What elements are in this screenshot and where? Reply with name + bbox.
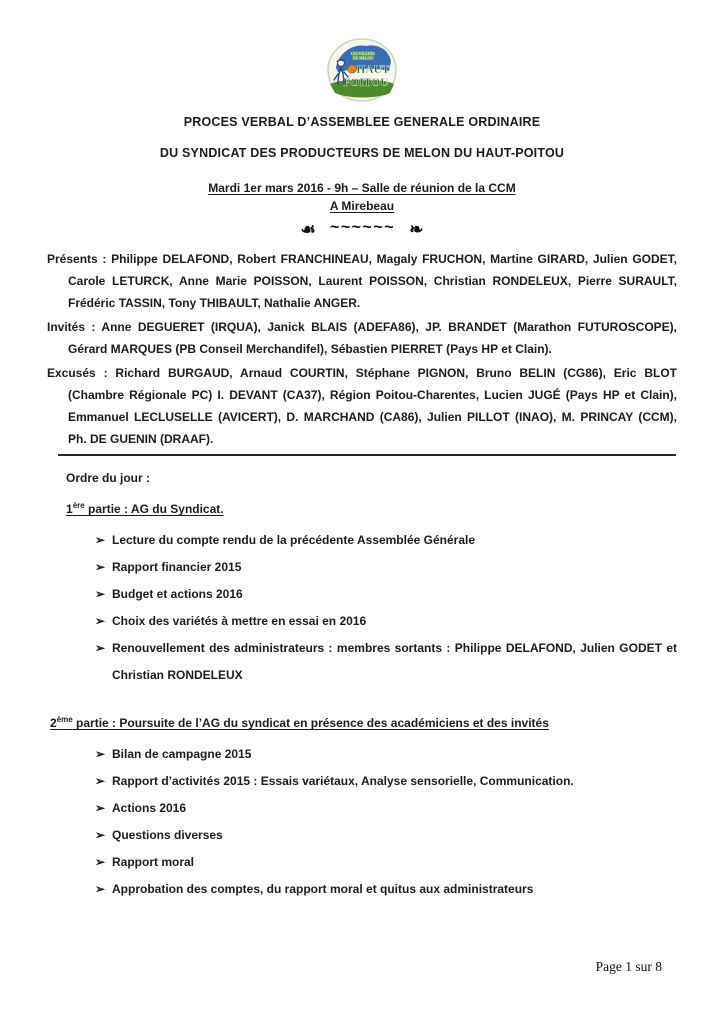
agenda-part1-list bbox=[47, 527, 677, 689]
agenda-part2-item-3 bbox=[47, 795, 677, 822]
logo-word-poitou: POITOU bbox=[343, 77, 389, 89]
ornament-left-flourish-icon: ☙ bbox=[300, 220, 316, 239]
logo-tiny-text-line2: DU MELON bbox=[353, 56, 373, 61]
bullet-arrow-icon: ➢ bbox=[95, 855, 106, 869]
separator-line bbox=[58, 454, 676, 456]
agenda-item-text: Budget et actions 2016 bbox=[112, 587, 243, 601]
agenda-part2-item-1 bbox=[47, 741, 677, 768]
part1-title: partie : AG du Syndicat. bbox=[84, 502, 224, 516]
agenda-part1-item-2 bbox=[47, 554, 677, 581]
agenda-item-text: Renouvellement des administrateurs : membres sortants : Philippe DELAFOND, Julien GODET et Christian RONDELEUX bbox=[112, 641, 677, 682]
part2-ordinal-suffix: ème bbox=[56, 715, 73, 724]
agenda-item-text: Lecture du compte rendu de la précédente Assemblée Générale bbox=[112, 533, 476, 547]
agenda-item-text: Rapport moral bbox=[112, 855, 195, 869]
agenda-part2-item-6 bbox=[47, 876, 677, 903]
bullet-arrow-icon: ➢ bbox=[95, 801, 106, 815]
logo-tiny-text-line1: LES VALLEES bbox=[351, 52, 375, 56]
agenda-part2-list bbox=[47, 741, 677, 903]
agenda-part1-item-4 bbox=[47, 608, 677, 635]
document-title-line2: DU SYNDICAT DES PRODUCTEURS DE MELON DU HAUT-POITOU bbox=[159, 146, 565, 160]
session-datetime: Mardi 1er mars 2016 - 9h – Salle de réunion de la CCM bbox=[208, 181, 516, 195]
part2-title: partie : Poursuite de l’AG du syndicat en présence des académiciens et des invités bbox=[72, 716, 549, 730]
bullet-arrow-icon: ➢ bbox=[95, 641, 106, 655]
bullet-arrow-icon: ➢ bbox=[95, 774, 106, 788]
logo-word-haut: HAUT bbox=[356, 64, 390, 76]
excuses-paragraph: Excusés : Richard BURGAUD, Arnaud COURTIN, Stéphane PIGNON, Bruno BELIN (CG86), Eric BLOT (Chambre Régionale PC) I. DEVANT (CA37), Région Poitou-Charentes, Lucien JUGÉ (Pays HP et Clain), Emmanuel LECLUSELLE (AVICERT), D. MARCHAND (CA86), Julien PILLOT (INAO), M. PRINCAY (CCM), Ph. DE GUENIN (DRAAF). bbox=[47, 366, 677, 446]
agenda-part1-item-5 bbox=[47, 635, 677, 689]
bullet-arrow-icon: ➢ bbox=[95, 882, 106, 896]
part1-ordinal-suffix: ère bbox=[72, 501, 85, 510]
melon-haut-poitou-badge-icon bbox=[326, 38, 398, 102]
session-location: A Mirebeau bbox=[329, 199, 395, 213]
bullet-arrow-icon: ➢ bbox=[95, 587, 106, 601]
haut-poitou-logo bbox=[326, 38, 398, 102]
agenda-part1-heading bbox=[66, 497, 677, 518]
page-number: Page 1 sur 8 bbox=[595, 959, 662, 974]
ornament-right-flourish-icon: ❧ bbox=[409, 220, 424, 239]
agenda-part2-item-2 bbox=[47, 768, 677, 795]
bullet-arrow-icon: ➢ bbox=[95, 828, 106, 842]
ornament-divider bbox=[0, 220, 724, 240]
bullet-arrow-icon: ➢ bbox=[95, 614, 106, 628]
agenda-item-text: Actions 2016 bbox=[112, 801, 187, 815]
part2-number: 2 bbox=[50, 716, 57, 730]
agenda-part1-item-1 bbox=[47, 527, 677, 554]
agenda-item-text: Rapport d’activités 2015 : Essais variétaux, Analyse sensorielle, Communication. bbox=[112, 774, 574, 788]
bullet-arrow-icon: ➢ bbox=[95, 533, 106, 547]
document-title-line1: PROCES VERBAL D’ASSEMBLEE GENERALE ORDINAIRE bbox=[183, 115, 541, 129]
agenda-item-text: Questions diverses bbox=[112, 828, 223, 842]
agenda-part2-heading bbox=[50, 711, 677, 732]
presents-paragraph: Présents : Philippe DELAFOND, Robert FRANCHINEAU, Magaly FRUCHON, Martine GIRARD, Julien GODET, Carole LETURCK, Anne Marie POISSON, Laurent POISSON, Christian RONDELEUX, Pierre SURAULT, Frédéric TASSIN, Tony THIBAULT, Nathalie ANGER. bbox=[47, 252, 677, 310]
bullet-arrow-icon: ➢ bbox=[95, 560, 106, 574]
agenda-part1-item-3 bbox=[47, 581, 677, 608]
bullet-arrow-icon: ➢ bbox=[95, 747, 106, 761]
agenda-item-text: Bilan de campagne 2015 bbox=[112, 747, 252, 761]
ornament-squiggle-icon: ~~~~~~ bbox=[329, 219, 396, 236]
agenda-heading: Ordre du jour : bbox=[66, 471, 150, 485]
invites-paragraph: Invités : Anne DEGUERET (IRQUA), Janick BLAIS (ADEFA86), JP. BRANDET (Marathon FUTUROSCOPE), Gérard MARQUES (PB Conseil Merchandifel), Sébastien PIERRET (Pays HP et Clain). bbox=[47, 320, 677, 356]
attendance-section bbox=[47, 248, 677, 450]
agenda-item-text: Approbation des comptes, du rapport moral et quitus aux administrateurs bbox=[112, 882, 534, 896]
session-info bbox=[0, 179, 724, 215]
agenda-item-text: Choix des variétés à mettre en essai en 2016 bbox=[112, 614, 367, 628]
part1-number: 1 bbox=[66, 502, 73, 516]
agenda-item-text: Rapport financier 2015 bbox=[112, 560, 242, 574]
agenda-part2-item-4 bbox=[47, 822, 677, 849]
agenda-part2-item-5 bbox=[47, 849, 677, 876]
